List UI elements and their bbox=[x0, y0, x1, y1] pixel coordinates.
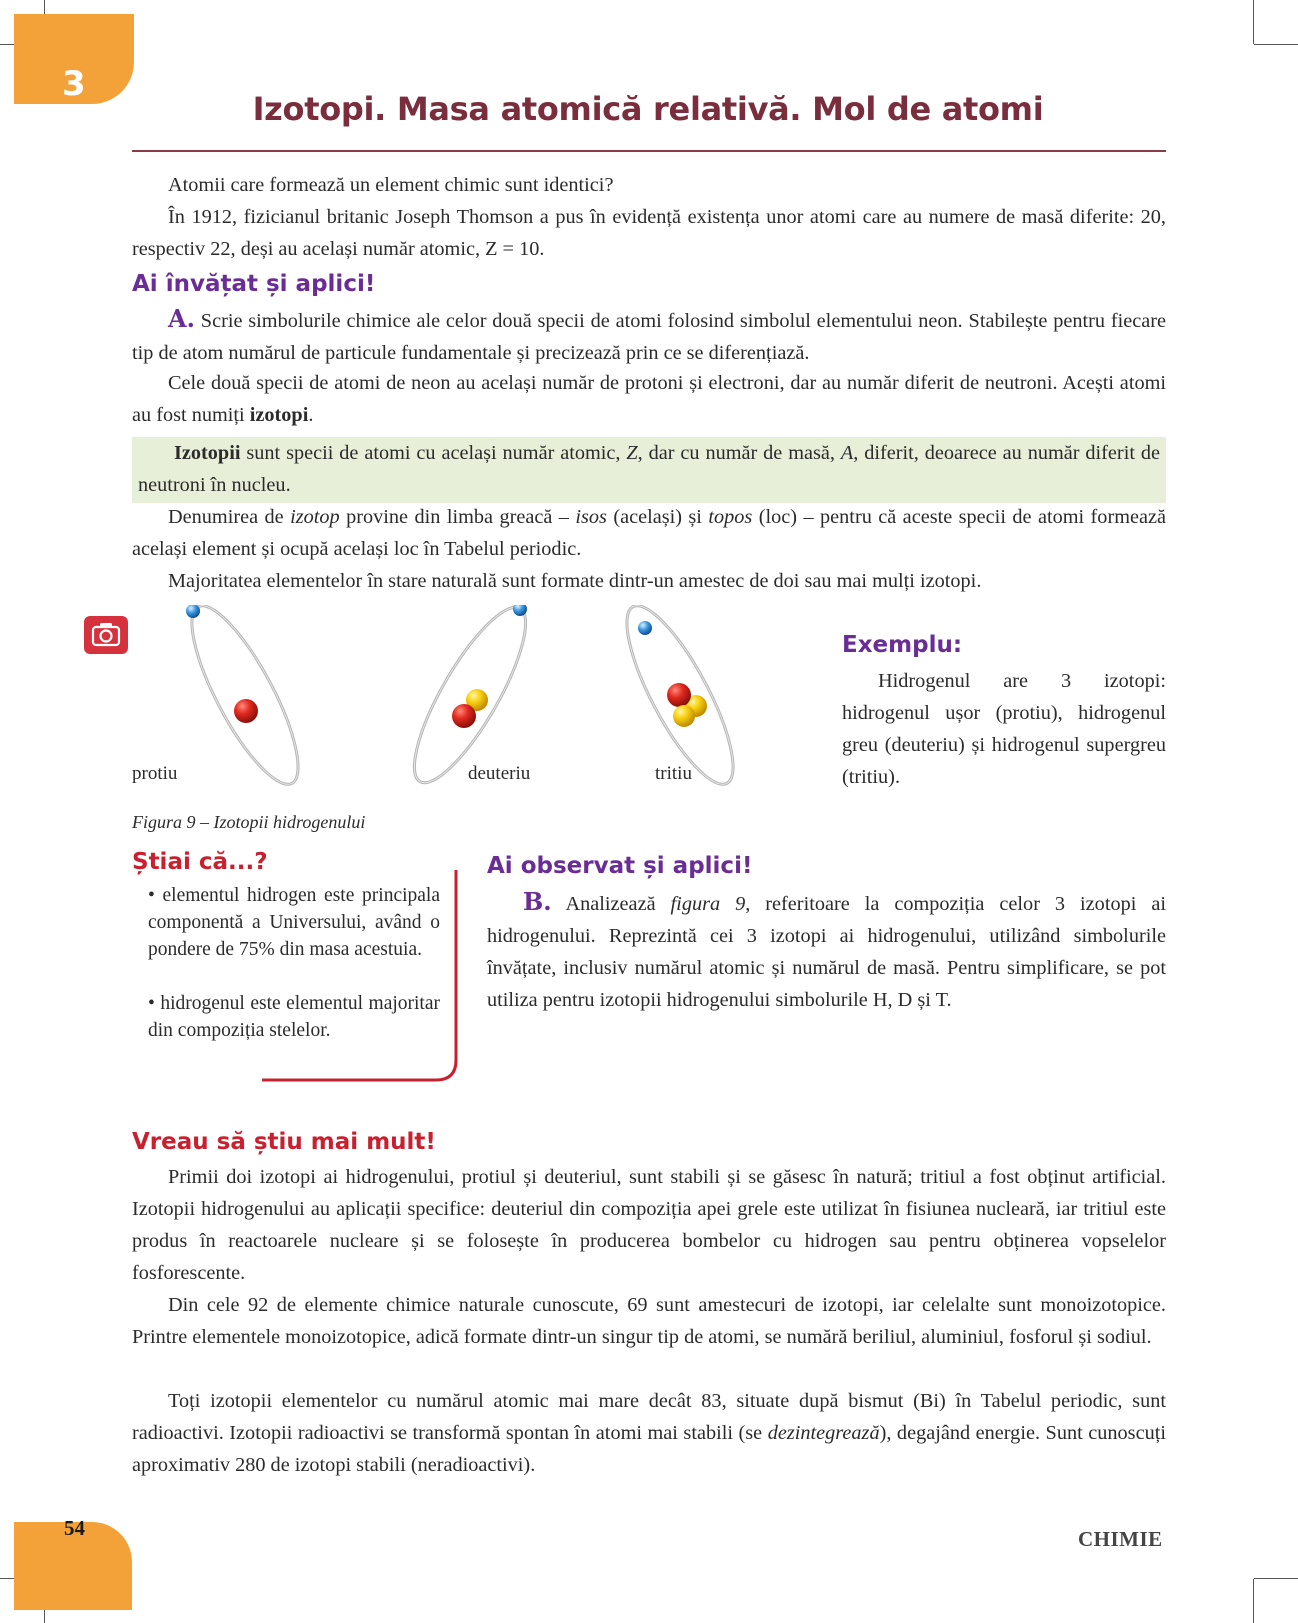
camera-icon-glyph bbox=[84, 616, 128, 654]
paragraph-text: Cele două specii de atomi de neon au același număr de protoni și electroni, dar au număr diferit de neutroni. Acești atomi au fost numiți bbox=[132, 372, 1166, 426]
etymology-paragraph bbox=[132, 501, 1166, 565]
term-izotopii: Izotopii bbox=[174, 442, 241, 464]
more-paragraph-1: Primii doi izotopi ai hidrogenului, protiul și deuteriul, sunt stabili și se găsesc în natură; tritiul a fost obținut artificial. Izotopii hidrogenului au aplicații specifice: deuteriul din compoziția apei grele este utilizat în fisiunea nucleară, iar tritiul este produs în reactoarele nucleare și se folosește în producerea bombelor cu hidrogen sau pentru obținerea vopselelor fosforescente. bbox=[132, 1166, 1166, 1284]
definition-part: , dar cu număr de masă, bbox=[637, 442, 841, 464]
neutron bbox=[673, 705, 695, 727]
more-heading: Vreau să știu mai mult! bbox=[132, 1129, 436, 1155]
label-protiu: protiu bbox=[132, 763, 178, 784]
term-isos: isos bbox=[575, 506, 607, 528]
term-topos: topos bbox=[708, 506, 753, 528]
page-number: 54 bbox=[64, 1516, 85, 1540]
stiai-heading: Știai că...? bbox=[132, 849, 268, 875]
neon-isotopes-paragraph bbox=[132, 367, 1166, 431]
definition-part: , diferit, deoarece au număr diferit de neutroni în nucleu. bbox=[138, 442, 1160, 496]
electron bbox=[186, 605, 200, 618]
protium-atom bbox=[173, 605, 316, 796]
more-paragraph-3 bbox=[132, 1385, 1166, 1481]
proton bbox=[452, 704, 476, 728]
paragraph-text: provine din limba greacă – bbox=[339, 506, 576, 528]
section-b-heading: Ai observat și aplici! bbox=[487, 853, 753, 879]
example-text: Hidrogenul are 3 izotopi: hidrogenul ușor (protiu), hidrogenul greu (deuteriu) și hidrogenul supergreu (tritiu). bbox=[842, 670, 1166, 788]
electron bbox=[638, 621, 652, 635]
intro-question: Atomii care formează un element chimic sunt identici? bbox=[168, 174, 614, 196]
symbol-a: A bbox=[840, 442, 854, 464]
term-izotopi: izotopi bbox=[249, 404, 309, 426]
crop-mark bbox=[1253, 1579, 1254, 1623]
chapter-number: 3 bbox=[62, 64, 86, 104]
definition-text bbox=[132, 437, 1166, 501]
task-a bbox=[132, 303, 1166, 369]
term-dezintegreaza: dezintegrează bbox=[767, 1422, 880, 1444]
more-paragraph-2: Din cele 92 de elemente chimice naturale cunoscute, 69 sunt amestecuri de izotopi, iar celelalte sunt monoizotopice. Printre elementele monoizotopice, adică formate dintr-un singur tip de atomi, se numără beriliul, aluminiul, fosforul și sodiul. bbox=[132, 1294, 1166, 1348]
proton bbox=[667, 683, 691, 707]
paragraph-text: . bbox=[308, 404, 314, 426]
label-tritiu: tritiu bbox=[655, 763, 692, 784]
stiai-border bbox=[260, 870, 460, 1085]
paragraph-text: (loc) – pentru că aceste specii de atomi formează același element și ocupă același loc în Tabelul periodic. bbox=[132, 506, 1166, 560]
paragraph-text: Denumirea de bbox=[168, 506, 291, 528]
proton bbox=[234, 699, 258, 723]
figure-caption: Figura 9 – Izotopii hidrogenului bbox=[132, 812, 366, 832]
camera-icon[interactable] bbox=[84, 616, 128, 654]
stiai-bullet-2: • hidrogenul este elementul majoritar din compoziția stelelor. bbox=[148, 993, 440, 1041]
paragraph-text: Toți izotopii elementelor cu numărul atomic mai mare decât 83, situate după bismut (Bi) în Tabelul periodic, sunt radioactivi. Izotopii radioactivi se transformă spontan în atomi mai stabili (se bbox=[132, 1390, 1166, 1444]
task-a-letter: A. bbox=[168, 304, 195, 333]
label-deuteriu: deuteriu bbox=[468, 763, 531, 784]
page-title: Izotopi. Masa atomică relativă. Mol de atomi bbox=[252, 90, 1044, 128]
crop-mark bbox=[1254, 44, 1298, 45]
symbol-z: Z bbox=[626, 442, 638, 464]
majority-paragraph: Majoritatea elementelor în stare naturală sunt formate dintr-un amestec de doi sau mai mulți izotopi. bbox=[168, 570, 982, 592]
definition-part: sunt specii de atomi cu același număr atomic, bbox=[240, 442, 627, 464]
crop-mark bbox=[1254, 1578, 1298, 1579]
task-a-text: Scrie simbolurile chimice ale celor două specii de atomi folosind simbolul elementului neon. Stabilește pentru fiecare tip de atom numărul de particule fundamentale și precizează prin ce se diferențiază. bbox=[132, 310, 1166, 364]
paragraph-text: ), degajând energie. Sunt cunoscuți aproximativ 280 de izotopi stabili (neradioactivi). bbox=[132, 1422, 1166, 1476]
task-b bbox=[487, 886, 1166, 1016]
figure-reference: figura 9 bbox=[670, 893, 746, 915]
subject-label: CHIMIE bbox=[1078, 1527, 1163, 1551]
section-a-heading: Ai învățat și aplici! bbox=[132, 271, 376, 297]
term-izotop: izotop bbox=[290, 506, 340, 528]
title-divider bbox=[132, 150, 1166, 152]
crop-mark bbox=[1253, 0, 1254, 44]
task-b-text: Analizează bbox=[551, 893, 671, 915]
paragraph-text: (același) și bbox=[606, 506, 709, 528]
example-heading: Exemplu: bbox=[842, 632, 963, 658]
task-b-text: , referitoare la compoziția celor 3 izotopi ai hidrogenului. Reprezintă cei 3 izotopi ai hidrogenului, utilizând simbolurile învățate, inclusiv numărul atomic și numărul de masă. Pentru simplificare, se pot utiliza pentru izotopii hidrogenului simbolurile H, D și T. bbox=[487, 893, 1166, 1011]
stiai-bullet-1: • elementul hidrogen este principala componentă a Universului, având o pondere de 75% din masa acestuia. bbox=[148, 885, 440, 960]
intro-paragraph: În 1912, fizicianul britanic Joseph Thomson a pus în evidență existența unor atomi care au numere de masă diferite: 20, respectiv 22, deși au același număr atomic, Z = 10. bbox=[132, 206, 1166, 260]
task-b-letter: B. bbox=[523, 887, 552, 916]
